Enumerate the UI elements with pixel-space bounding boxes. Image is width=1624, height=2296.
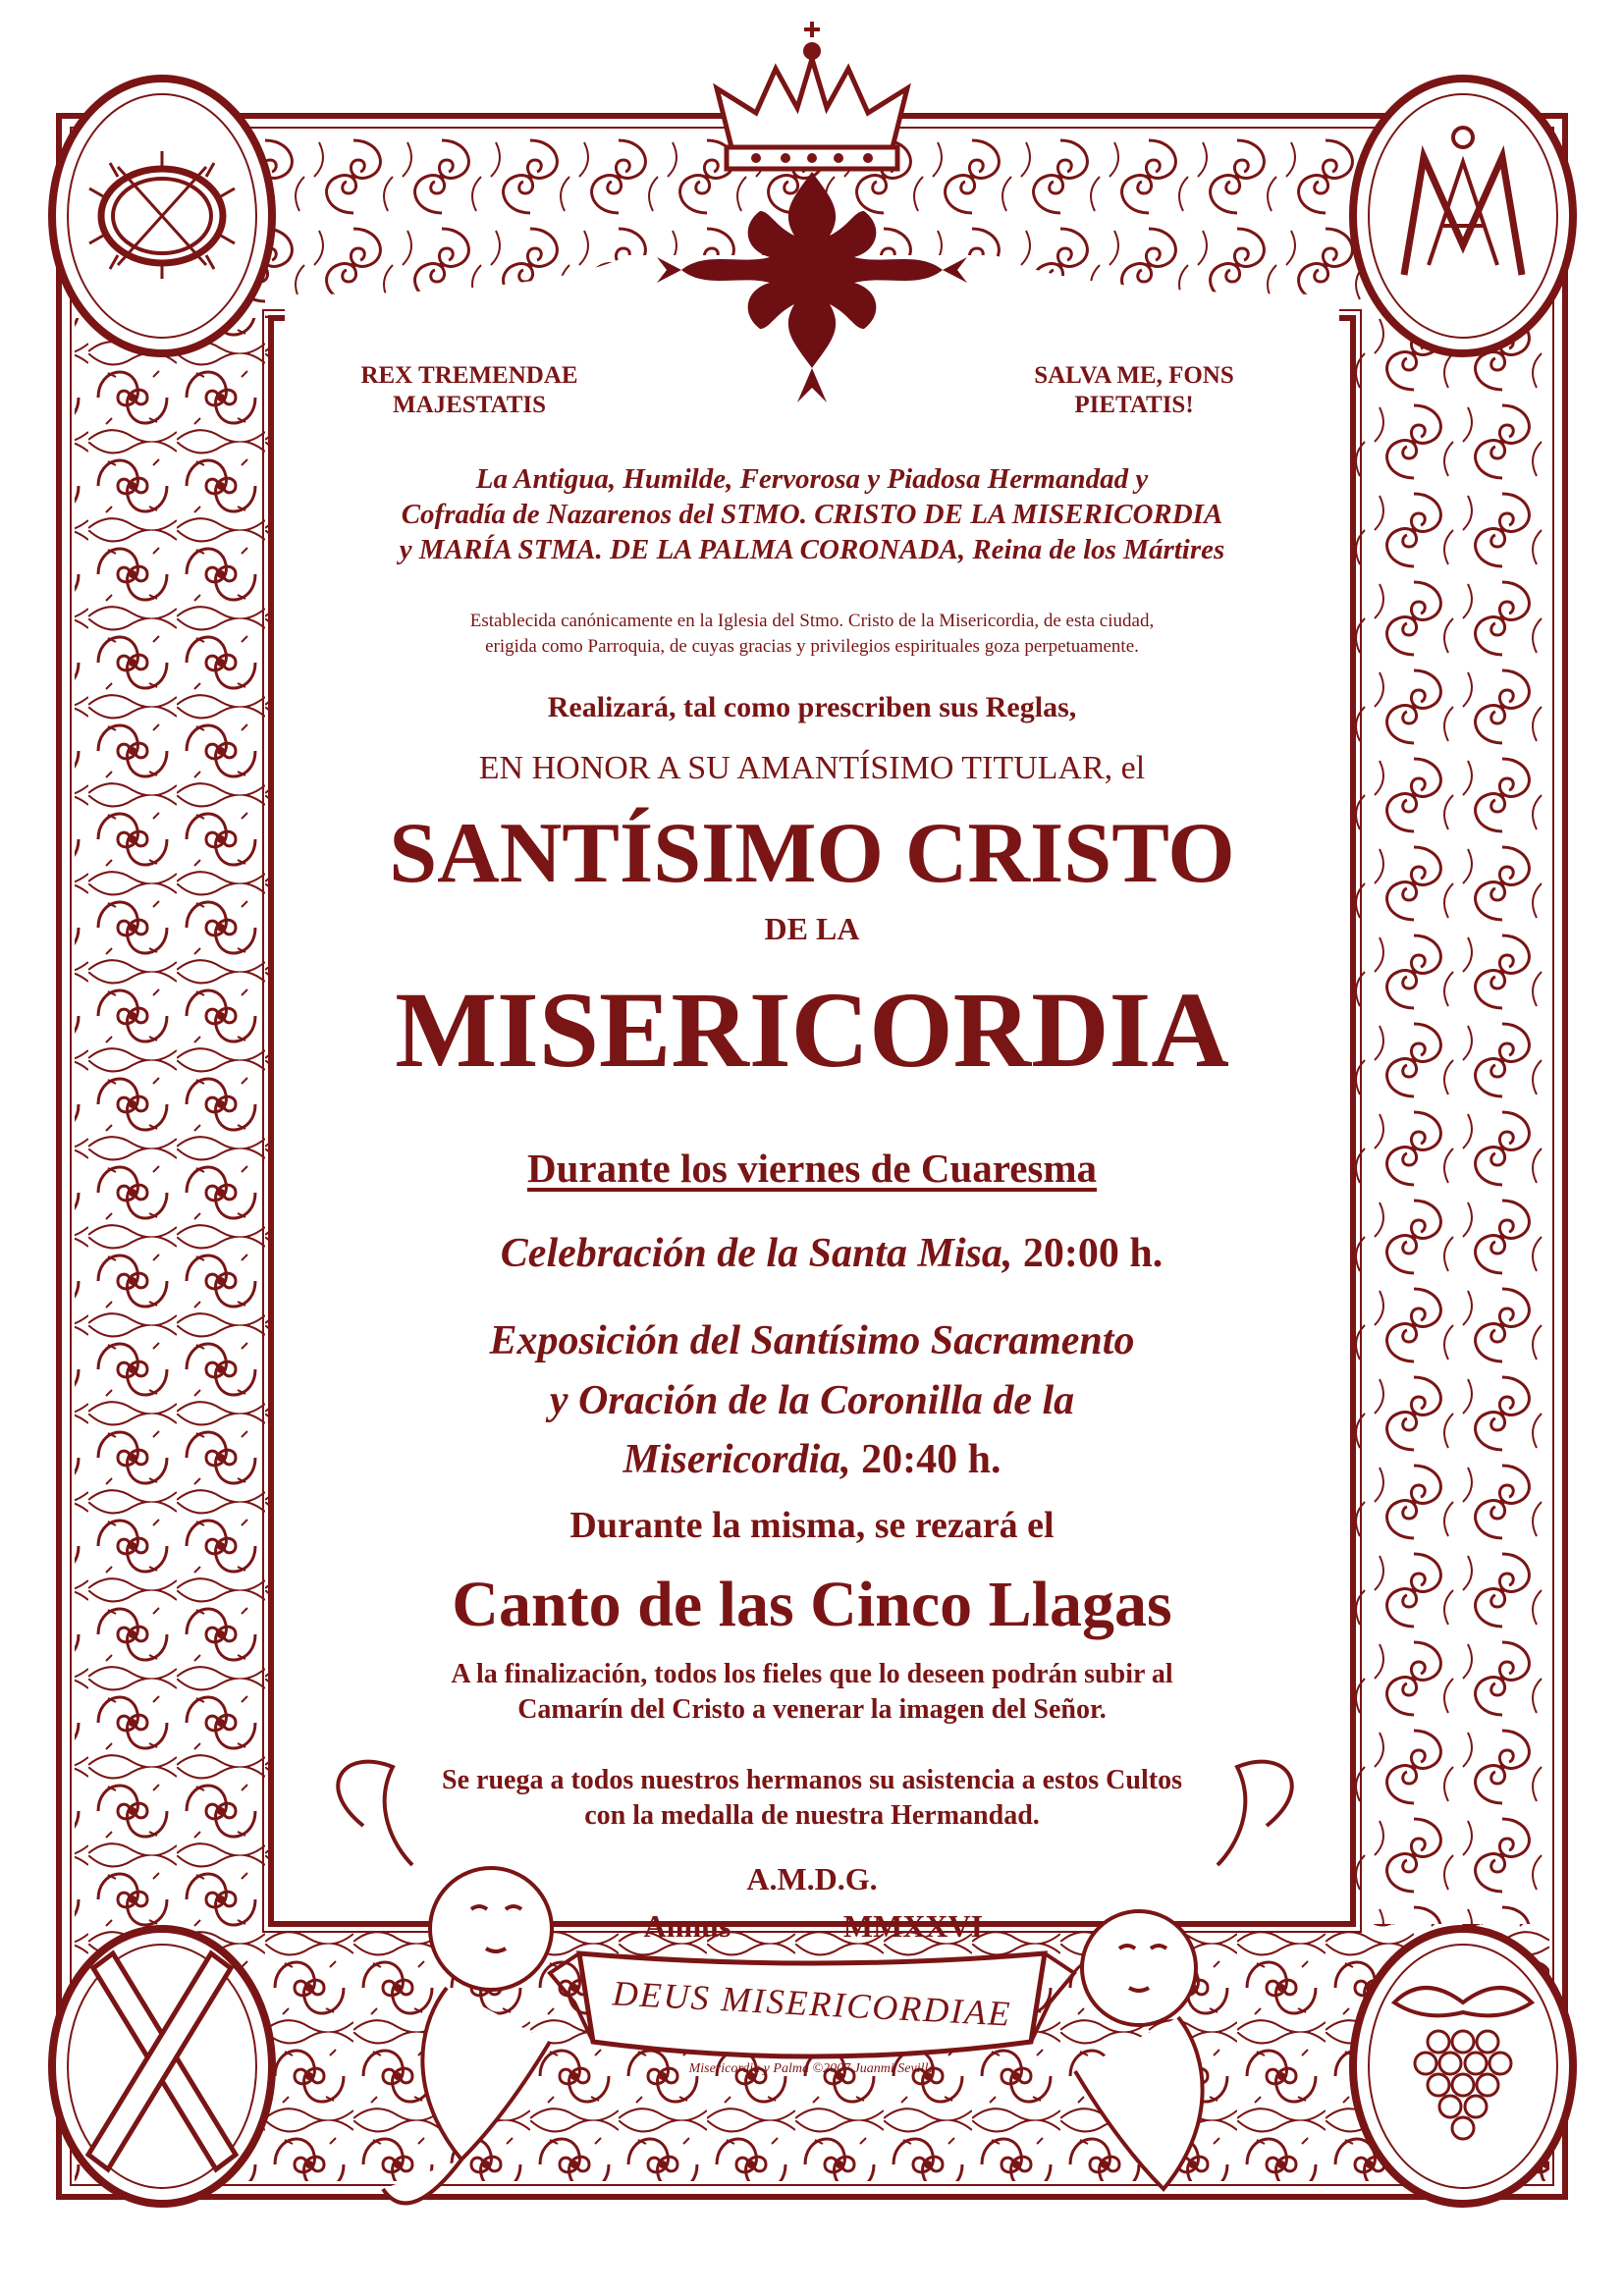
prayer-intro: Durante la misma, se rezará el bbox=[569, 1505, 1055, 1546]
finalization-line-2: Camarín del Cristo a venerar la imagen del Señor. bbox=[517, 1694, 1107, 1725]
saltire-cross-icon bbox=[52, 1929, 272, 2204]
brotherhood-line-3: y MARÍA STMA. DE LA PALMA CORONADA, Reina de los Mártires bbox=[399, 534, 1225, 565]
grapes-icon bbox=[1353, 1929, 1573, 2204]
title-line-3: MISERICORDIA bbox=[395, 970, 1229, 1090]
intro-text: Realizará, tal como prescriben sus Reglas, bbox=[547, 691, 1077, 723]
exposition-line-3 bbox=[285, 1436, 1339, 1483]
motto-left: REX TREMENDAE MAJESTATIS bbox=[360, 362, 578, 418]
establishment-line-2: erigida como Parroquia, de cuyas gracias y privilegios espirituales goza perpetuamente. bbox=[485, 636, 1139, 657]
banner-text: DEUS MISERICORDIAE bbox=[611, 1973, 1013, 2034]
exposition-time: 20:40 h. bbox=[861, 1437, 1001, 1482]
brotherhood-line-1: La Antigua, Humilde, Fervorosa y Piadosa Hermandad y bbox=[475, 463, 1149, 495]
finalization-line-1: A la finalización, todos los fieles que lo deseen podrán subir al bbox=[451, 1659, 1173, 1689]
title-line-1: SANTÍSIMO CRISTO bbox=[389, 806, 1235, 901]
annus-value: MMXXVI bbox=[842, 1908, 984, 1944]
request-line-1: Se ruega a todos nuestros hermanos su asistencia a estos Cultos bbox=[442, 1765, 1182, 1795]
exposition-line-2: y Oración de la Coronilla de la bbox=[549, 1378, 1075, 1423]
establishment-line-1: Establecida canónicamente en la Iglesia del Stmo. Cristo de la Misericordia, de esta ciudad, bbox=[469, 611, 1155, 631]
mass-line bbox=[304, 1230, 1359, 1277]
canto-title: Canto de las Cinco Llagas bbox=[452, 1569, 1172, 1640]
title-line-2: DE LA bbox=[764, 911, 860, 946]
marian-monogram-icon bbox=[1353, 79, 1573, 353]
annus-label: Annus bbox=[643, 1908, 731, 1944]
artist-signature: Misericordia y Palma ©2007 Juanmi Sevilla bbox=[688, 2061, 936, 2076]
exposition-word: Misericordia, bbox=[623, 1437, 851, 1482]
brotherhood-line-2: Cofradía de Nazarenos del STMO. CRISTO DE LA MISERICORDIA bbox=[401, 499, 1223, 530]
mass-time: 20:00 h. bbox=[1022, 1231, 1164, 1276]
amdg: A.M.D.G. bbox=[746, 1861, 878, 1896]
crown-of-thorns-icon bbox=[52, 79, 272, 353]
crown-icon bbox=[717, 22, 907, 169]
schedule-heading-text: Durante los viernes de Cuaresma bbox=[526, 1146, 1098, 1191]
exposition-line-1: Exposición del Santísimo Sacramento bbox=[489, 1318, 1135, 1363]
motto-right: SALVA ME, FONS PIETATIS! bbox=[1034, 362, 1234, 418]
honor-line: EN HONOR A SU AMANTÍSIMO TITULAR, el bbox=[478, 750, 1146, 786]
schedule-heading bbox=[285, 1145, 1339, 1192]
request-line-2: con la medalla de nuestra Hermandad. bbox=[584, 1800, 1040, 1831]
mass-text: Celebración de la Santa Misa, bbox=[500, 1231, 1013, 1276]
